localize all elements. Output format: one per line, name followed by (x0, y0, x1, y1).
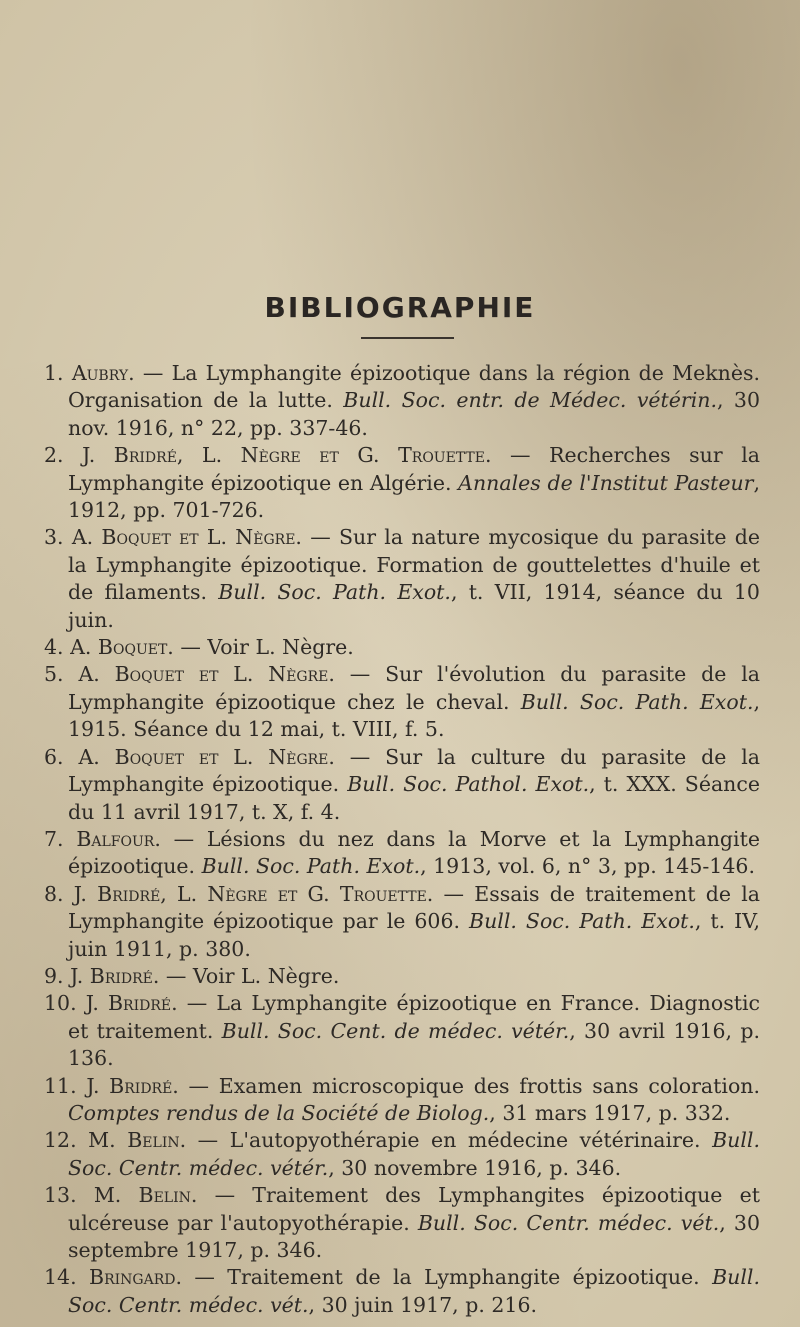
entry-number: 6. (44, 744, 64, 769)
bibliography-entry (44, 661, 760, 743)
entry-number: 8. (44, 881, 64, 906)
entry-number: 4. (44, 635, 64, 660)
entry-details: , 30 septembre 1917, p. 346. (68, 1210, 760, 1262)
bibliography-entry (44, 744, 760, 826)
entry-details: , 30 avril 1916, p. 136. (68, 1018, 760, 1071)
heading-rule (361, 337, 454, 339)
entry-author: A. Boquet. (70, 635, 174, 660)
entry-details: , t. IV, juin 1911, p. 380. (68, 909, 760, 961)
bibliography-entry (44, 881, 760, 963)
entry-journal: Bull. Soc. entr. de Médec. vétérin. (343, 388, 717, 413)
entry-number: 10. (44, 991, 77, 1016)
entry-author: J. Bridré. (85, 991, 178, 1016)
entry-details: , 30 juin 1917, p. 216. (308, 1292, 538, 1317)
entry-number: 2. (44, 443, 64, 468)
entry-author: J. Bridré. (86, 1073, 179, 1098)
entry-title: — Sur l'évolution du parasite de la Lymphangite épizootique chez le cheval. (68, 662, 760, 714)
entry-journal: Bull. Soc. Cent. de médec. vétér. (221, 1018, 570, 1043)
bibliography-entry (44, 442, 760, 524)
bibliography-entry (44, 634, 760, 661)
entry-title: — Essais de traitement de la Lymphangite épizootique par le 606. (68, 881, 760, 934)
entry-journal: Bull. Soc. Centr. médec. vét. (417, 1210, 720, 1235)
entry-title: — Traitement de la Lymphangite épizootique. (181, 1265, 713, 1290)
entry-title: — Recherches sur la Lymphangite épizootique en Algérie. (68, 443, 760, 495)
entry-journal: Annales de l'Institut Pasteur (458, 470, 754, 495)
entry-author: A. Boquet et L. Nègre. (78, 744, 335, 769)
entry-details: , t. XXX. Séance du 11 avril 1917, t. X, f. 4. (68, 772, 761, 824)
bibliography-entry (44, 1182, 760, 1264)
entry-author: M. Belin. (88, 1128, 187, 1153)
bibliography-entry (44, 1073, 760, 1128)
bibliography-entry (44, 990, 760, 1072)
entry-title: — Traitement des Lymphangites épizootique et ulcéreuse par l'autopyothérapie. (68, 1183, 760, 1235)
entry-author: J. Bridré, L. Nègre et G. Trouette. (73, 881, 434, 906)
entry-journal: Bull. Soc. Pathol. Exot. (347, 772, 590, 797)
entry-title: — Lésions du nez dans la Morve et la Lymphangite épizootique. (68, 826, 760, 879)
entry-number: 3. (44, 525, 64, 550)
bibliography-entry (44, 1264, 760, 1319)
entry-title: — Voir L. Nègre. (173, 635, 354, 660)
entry-author: Aubry. (71, 361, 135, 385)
entry-journal: Bull. Soc. Centr. médec. vét. (68, 1265, 760, 1317)
entry-number: 13. (44, 1183, 77, 1208)
entry-title: — Examen microscopique des frottis sans coloration. (178, 1073, 761, 1098)
entry-details: , 1915. Séance du 12 mai, t. VIII, f. 5. (68, 689, 760, 742)
entry-title: — La Lymphangite épizootique en France. Diagnostic et traitement. (68, 991, 760, 1043)
entry-number: 1. (44, 361, 64, 385)
bibliography-entry (44, 1127, 760, 1182)
entry-number: 7. (44, 826, 64, 851)
entry-title: — L'autopyothérapie en médecine vétérinaire. (186, 1128, 713, 1153)
entry-author: J. Bridré. (70, 963, 160, 988)
entry-author: M. Belin. (93, 1183, 198, 1208)
entry-number: 5. (44, 662, 64, 687)
entry-author: Bringard. (89, 1265, 182, 1290)
entry-journal: Bull. Soc. Path. Exot. (218, 580, 451, 605)
entry-title: — Voir L. Nègre. (159, 963, 340, 988)
entry-details: , 31 mars 1917, p. 332. (489, 1100, 731, 1125)
bibliography-entry (44, 524, 760, 634)
entry-details: , 1913, vol. 6, n° 3, pp. 145-146. (420, 854, 755, 879)
entry-author: J. Bridré, L. Nègre et G. Trouette. (82, 443, 492, 468)
entry-title: — Sur la culture du parasite de la Lymphangite épizootique. (68, 744, 760, 797)
entry-title: — La Lymphangite épizootique dans la région de Meknès. Organisation de la lutte. (68, 361, 760, 413)
entry-number: 9. (44, 963, 64, 988)
entry-title: — Sur la nature mycosique du parasite de la Lymphangite épizootique. Formation de gouttelettes d'huile et de filaments. (68, 525, 760, 605)
page-heading: BIBLIOGRAPHIE (264, 290, 536, 324)
entry-details: , 1912, pp. 701-726. (68, 470, 761, 523)
entry-details: , 30 novembre 1916, p. 346. (328, 1155, 622, 1180)
bibliography-entry (44, 963, 760, 990)
bibliography-entry (44, 826, 760, 881)
entry-number: 12. (44, 1128, 77, 1153)
entry-journal: Comptes rendus de la Société de Biolog. (68, 1100, 490, 1125)
entry-journal: Bull. Soc. Centr. médec. vétér. (68, 1128, 760, 1180)
bibliography-list (44, 360, 760, 1319)
bibliography-entry (44, 360, 760, 442)
entry-details: , 30 nov. 1916, n° 22, pp. 337-46. (68, 388, 760, 440)
entry-number: 14. (44, 1265, 77, 1290)
entry-number: 11. (44, 1073, 77, 1098)
entry-author: A. Boquet et L. Nègre. (78, 662, 335, 687)
entry-journal: Bull. Soc. Path. Exot. (520, 689, 754, 714)
entry-journal: Bull. Soc. Path. Exot. (469, 909, 695, 934)
entry-journal: Bull. Soc. Path. Exot. (201, 854, 421, 879)
entry-author: Balfour. (76, 826, 161, 851)
entry-author: A. Boquet et L. Nègre. (71, 525, 302, 550)
entry-details: , t. VII, 1914, séance du 10 juin. (68, 580, 760, 632)
